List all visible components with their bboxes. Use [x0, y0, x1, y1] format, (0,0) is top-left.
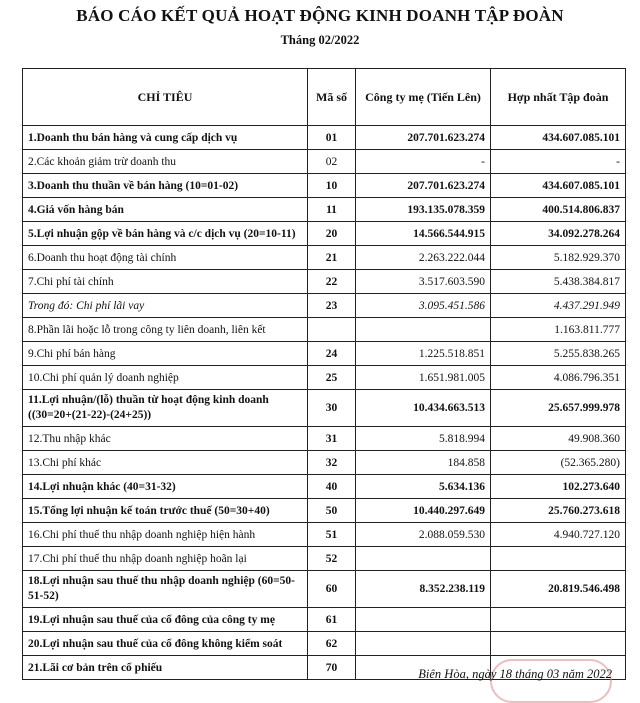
table-row — [23, 608, 626, 632]
row-label: 13.Chi phí khác — [23, 451, 308, 475]
row-code: 31 — [308, 427, 356, 451]
row-group-value: 434.607.085.101 — [491, 126, 626, 150]
row-label: 15.Tổng lợi nhuận kế toán trước thuế (50=30+40) — [23, 499, 308, 523]
row-group-value: 434.607.085.101 — [491, 174, 626, 198]
row-parent-value: - — [356, 150, 491, 174]
row-label: 8.Phần lãi hoặc lỗ trong công ty liên doanh, liên kết — [23, 318, 308, 342]
row-group-value: 4.086.796.351 — [491, 366, 626, 390]
row-parent-value: 3.517.603.590 — [356, 270, 491, 294]
row-group-value: 25.657.999.978 — [491, 390, 626, 427]
report-title: BÁO CÁO KẾT QUẢ HOẠT ĐỘNG KINH DOANH TẬP ĐOÀN — [76, 6, 564, 25]
row-group-value: 4.437.291.949 — [491, 294, 626, 318]
table-header-row — [23, 69, 626, 126]
row-code: 21 — [308, 246, 356, 270]
row-code — [308, 318, 356, 342]
row-label: 3.Doanh thu thuần về bán hàng (10=01-02) — [23, 174, 308, 198]
row-code: 62 — [308, 632, 356, 656]
row-code: 70 — [308, 656, 356, 680]
row-parent-value: 14.566.544.915 — [356, 222, 491, 246]
row-parent-value: 5.634.136 — [356, 475, 491, 499]
table-row — [23, 571, 626, 608]
row-label: 16.Chi phí thuế thu nhập doanh nghiệp hiện hành — [23, 523, 308, 547]
row-code: 32 — [308, 451, 356, 475]
row-label: 7.Chi phí tài chính — [23, 270, 308, 294]
row-parent-value: 1.651.981.005 — [356, 366, 491, 390]
table-row — [23, 342, 626, 366]
row-parent-value: 3.095.451.586 — [356, 294, 491, 318]
row-code: 51 — [308, 523, 356, 547]
table-row — [23, 451, 626, 475]
column-header-consolidated: Hợp nhất Tập đoàn — [491, 69, 626, 126]
table-row — [23, 270, 626, 294]
column-header-parent-company: Công ty mẹ (Tiến Lên) — [356, 69, 491, 126]
row-parent-value: 207.701.623.274 — [356, 174, 491, 198]
row-group-value: 5.255.838.265 — [491, 342, 626, 366]
row-code: 60 — [308, 571, 356, 608]
row-code: 61 — [308, 608, 356, 632]
row-parent-value — [356, 632, 491, 656]
row-label: 5.Lợi nhuận gộp về bán hàng và c/c dịch vụ (20=10-11) — [23, 222, 308, 246]
table-row — [23, 390, 626, 427]
row-code: 01 — [308, 126, 356, 150]
row-parent-value: 8.352.238.119 — [356, 571, 491, 608]
row-code: 11 — [308, 198, 356, 222]
row-group-value: 5.438.384.817 — [491, 270, 626, 294]
row-parent-value: 193.135.078.359 — [356, 198, 491, 222]
row-code: 52 — [308, 547, 356, 571]
row-group-value: 49.908.360 — [491, 427, 626, 451]
row-parent-value — [356, 547, 491, 571]
row-group-value — [491, 608, 626, 632]
row-code: 20 — [308, 222, 356, 246]
income-statement-table — [22, 68, 626, 680]
column-header-code: Mã số — [308, 69, 356, 126]
row-parent-value: 184.858 — [356, 451, 491, 475]
row-group-value — [491, 632, 626, 656]
row-parent-value: 207.701.623.274 — [356, 126, 491, 150]
row-code: 50 — [308, 499, 356, 523]
row-label: 11.Lợi nhuận/(lỗ) thuần từ hoạt động kinh doanh ((30=20+(21-22)-(24+25)) — [23, 390, 308, 427]
row-group-value: (52.365.280) — [491, 451, 626, 475]
row-code: 30 — [308, 390, 356, 427]
row-label: 21.Lãi cơ bản trên cổ phiếu — [23, 656, 308, 680]
table-row — [23, 523, 626, 547]
row-parent-value: 5.818.994 — [356, 427, 491, 451]
column-header-item: CHỈ TIÊU — [23, 69, 308, 126]
row-code: 02 — [308, 150, 356, 174]
row-label: 6.Doanh thu hoạt động tài chính — [23, 246, 308, 270]
row-label: 4.Giá vốn hàng bán — [23, 198, 308, 222]
row-parent-value: 1.225.518.851 — [356, 342, 491, 366]
table-row — [23, 174, 626, 198]
row-parent-value: 2.088.059.530 — [356, 523, 491, 547]
row-parent-value — [356, 318, 491, 342]
row-code: 22 — [308, 270, 356, 294]
row-label: 1.Doanh thu bán hàng và cung cấp dịch vụ — [23, 126, 308, 150]
row-group-value: 34.092.278.264 — [491, 222, 626, 246]
row-code: 24 — [308, 342, 356, 366]
row-parent-value: 2.263.222.044 — [356, 246, 491, 270]
row-label: 17.Chi phí thuế thu nhập doanh nghiệp hoãn lại — [23, 547, 308, 571]
row-group-value: 4.940.727.120 — [491, 523, 626, 547]
row-group-value: - — [491, 150, 626, 174]
row-code: 25 — [308, 366, 356, 390]
table-row — [23, 126, 626, 150]
row-group-value: 400.514.806.837 — [491, 198, 626, 222]
row-group-value: 25.760.273.618 — [491, 499, 626, 523]
table-row — [23, 246, 626, 270]
row-group-value: 102.273.640 — [491, 475, 626, 499]
table-row — [23, 427, 626, 451]
table-row — [23, 222, 626, 246]
row-label: 10.Chi phí quản lý doanh nghiệp — [23, 366, 308, 390]
row-code: 10 — [308, 174, 356, 198]
table-row — [23, 499, 626, 523]
row-group-value — [491, 547, 626, 571]
row-label: 19.Lợi nhuận sau thuế của cổ đông của công ty mẹ — [23, 608, 308, 632]
table-row — [23, 318, 626, 342]
row-group-value: 5.182.929.370 — [491, 246, 626, 270]
table-row — [23, 294, 626, 318]
row-label: 2.Các khoản giảm trừ doanh thu — [23, 150, 308, 174]
row-label: 12.Thu nhập khác — [23, 427, 308, 451]
table-row — [23, 632, 626, 656]
table-row — [23, 198, 626, 222]
row-parent-value: 10.434.663.513 — [356, 390, 491, 427]
table-row — [23, 366, 626, 390]
row-code: 23 — [308, 294, 356, 318]
row-group-value: 1.163.811.777 — [491, 318, 626, 342]
row-label: Trong đó: Chi phí lãi vay — [23, 294, 308, 318]
row-parent-value — [356, 608, 491, 632]
table-row — [23, 475, 626, 499]
table-row — [23, 150, 626, 174]
table-row — [23, 547, 626, 571]
report-period: Tháng 02/2022 — [280, 33, 360, 47]
row-label: 18.Lợi nhuận sau thuế thu nhập doanh nghiệp (60=50-51-52) — [23, 571, 308, 608]
row-code: 40 — [308, 475, 356, 499]
row-label: 14.Lợi nhuận khác (40=31-32) — [23, 475, 308, 499]
row-label: 20.Lợi nhuận sau thuế của cổ đông không kiểm soát — [23, 632, 308, 656]
row-group-value: 20.819.546.498 — [491, 571, 626, 608]
place-date: Biên Hòa, ngày 18 tháng 03 năm 2022 — [418, 667, 612, 681]
row-label: 9.Chi phí bán hàng — [23, 342, 308, 366]
row-parent-value: 10.440.297.649 — [356, 499, 491, 523]
